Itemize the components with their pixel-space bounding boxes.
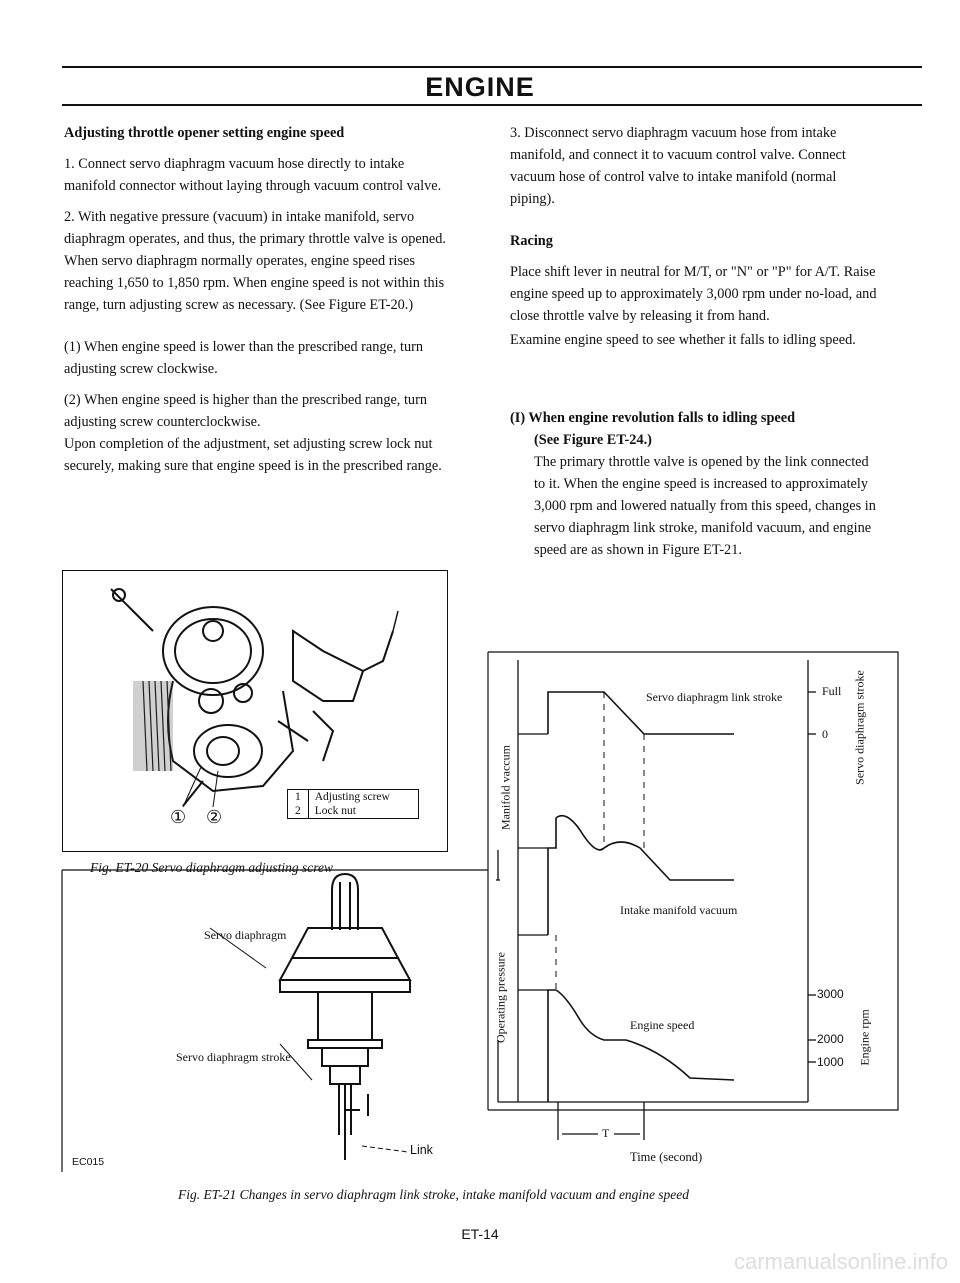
step-3: 3. Disconnect servo diaphragm vacuum hose from intake manifold, and connect it to vacuum control valve. Connect vacuum hose of control valve to intake manifold (normal piping). <box>510 125 846 207</box>
sub-step-2: (2) When engine speed is higher than the prescribed range, turn adjusting screw counterclockwise. <box>64 392 427 430</box>
trace-label-stroke: Servo diaphragm link stroke <box>646 690 783 704</box>
page-number: ET-14 <box>461 1226 499 1242</box>
label-link: Link <box>410 1143 433 1157</box>
axis-label-operating-pressure: Operating pressure <box>493 952 508 1043</box>
tick-full: Full <box>822 684 842 698</box>
time-axis-label: Time (second) <box>630 1150 703 1164</box>
sub-step-1: (1) When engine speed is lower than the prescribed range, turn adjusting screw clockwise. <box>64 339 424 377</box>
section-heading: Adjusting throttle opener setting engine speed <box>64 125 345 141</box>
tick-zero: 0 <box>822 727 828 741</box>
figure-code: EC015 <box>72 1156 105 1168</box>
callout-1: ① <box>170 807 187 828</box>
completion-note: Upon completion of the adjustment, set adjusting screw lock nut securely, making sure that engine speed is in the prescribed range. <box>64 436 442 474</box>
step-2: 2. With negative pressure (vacuum) in intake manifold, servo diaphragm operates, and thus, the primary throttle valve is opened. When servo diaphragm normally operates, engine speed rises reaching 1,650 to 1,850 rpm. When engine speed is not within this range, turn adjusting screw as necessary. (See Figure ET-20.) <box>64 209 446 313</box>
label-servo-diaphragm-stroke: Servo diaphragm stroke <box>176 1050 291 1064</box>
examine-text: Examine engine speed to see whether it falls to idling speed. <box>510 332 856 348</box>
watermark: carmanualsonline.info <box>733 1249 948 1274</box>
step-1: 1. Connect servo diaphragm vacuum hose directly to intake manifold connector without laying through vacuum control valve. <box>64 156 442 194</box>
item-reference: (See Figure ET-24.) <box>534 432 652 448</box>
tick-1000: 1000 <box>817 1055 844 1069</box>
fig20-caption: Fig. ET-20 Servo diaphragm adjusting screw <box>90 860 333 875</box>
trace-label-speed: Engine speed <box>630 1018 695 1032</box>
racing-text: Place shift lever in neutral for M/T, or "N" or "P" for A/T. Raise engine speed up to approximately 3,000 rpm under no-load, and close throttle valve by releasing it from hand. <box>510 264 877 324</box>
label-servo-diaphragm: Servo diaphragm <box>204 928 287 942</box>
axis-label-manifold-vacuum: Manifold vaccum <box>498 745 513 830</box>
legend-number: 2 <box>288 804 309 819</box>
axis-label-engine-rpm: Engine rpm <box>857 1009 872 1066</box>
trace-label-vacuum: Intake manifold vacuum <box>620 903 738 917</box>
item-heading: (I) When engine revolution falls to idling speed <box>510 410 796 426</box>
period-label: T <box>602 1126 610 1140</box>
item-text: The primary throttle valve is opened by the link connected to it. When the engine speed is increased to approximately 3,000 rpm and lowered natually from this speed, changes in servo diaphragm link stroke, manifold vacuum, and engine speed are as shown in Figure ET-21. <box>534 454 876 558</box>
racing-heading: Racing <box>510 233 553 249</box>
legend-label: Lock nut <box>314 805 356 817</box>
axis-label-servo-stroke: Servo diaphragm stroke <box>852 670 867 785</box>
tick-2000: 2000 <box>817 1032 844 1046</box>
legend-number: 1 <box>288 790 309 805</box>
tick-3000: 3000 <box>817 987 844 1001</box>
page-title: ENGINE <box>425 72 535 102</box>
fig21-caption: Fig. ET-21 Changes in servo diaphragm link stroke, intake manifold vacuum and engine speed <box>178 1187 690 1202</box>
callout-2: ② <box>206 807 223 828</box>
legend-label: Adjusting screw <box>314 791 390 803</box>
